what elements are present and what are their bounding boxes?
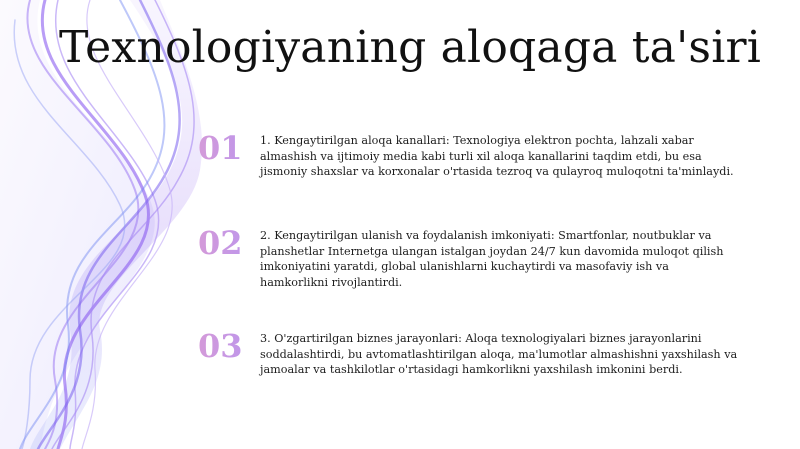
item-text: 2. Kengaytirilgan ulanish va foydalanish imkoniyati: Smartfonlar, noutbuklar va planshetlar Internetga ulangan istalgan joydan 24/7 kun davomida muloqot qilish imkoniyatini yaratdi, global ulanishlarni kuchaytirdi va masofaviy ish va hamkorlikni rivojlantirdi. [260, 229, 724, 289]
item-number: 03 [198, 330, 260, 362]
item-number: 01 [198, 132, 260, 164]
item-number: 02 [198, 227, 260, 259]
list-item-03 [198, 327, 738, 378]
item-text: 1. Kengaytirilgan aloqa kanallari: Texnologiya elektron pochta, lahzali xabar almashish va ijtimoiy media kabi turli xil aloqa kanallarini taqdim etdi, bu esa jismoniy shaxslar va korxonalar o'rtasida tezroq va qulayroq muloqotni ta'minlaydi. [260, 134, 734, 178]
item-text: 3. O'zgartirilgan biznes jarayonlari: Aloqa texnologiyalari biznes jarayonlarini soddalashtirdi, bu avtomatlashtirilgan aloqa, ma'lumotlar almashishni yaxshilash va jamoalar va tashkilotlar o'rtasidagi hamkorlikni yaxshilash imkonini berdi. [260, 332, 738, 376]
list-item-01 [198, 129, 738, 180]
list-item-02 [198, 224, 738, 290]
slide-title: Texnologiyaning aloqaga ta'siri [59, 22, 761, 73]
